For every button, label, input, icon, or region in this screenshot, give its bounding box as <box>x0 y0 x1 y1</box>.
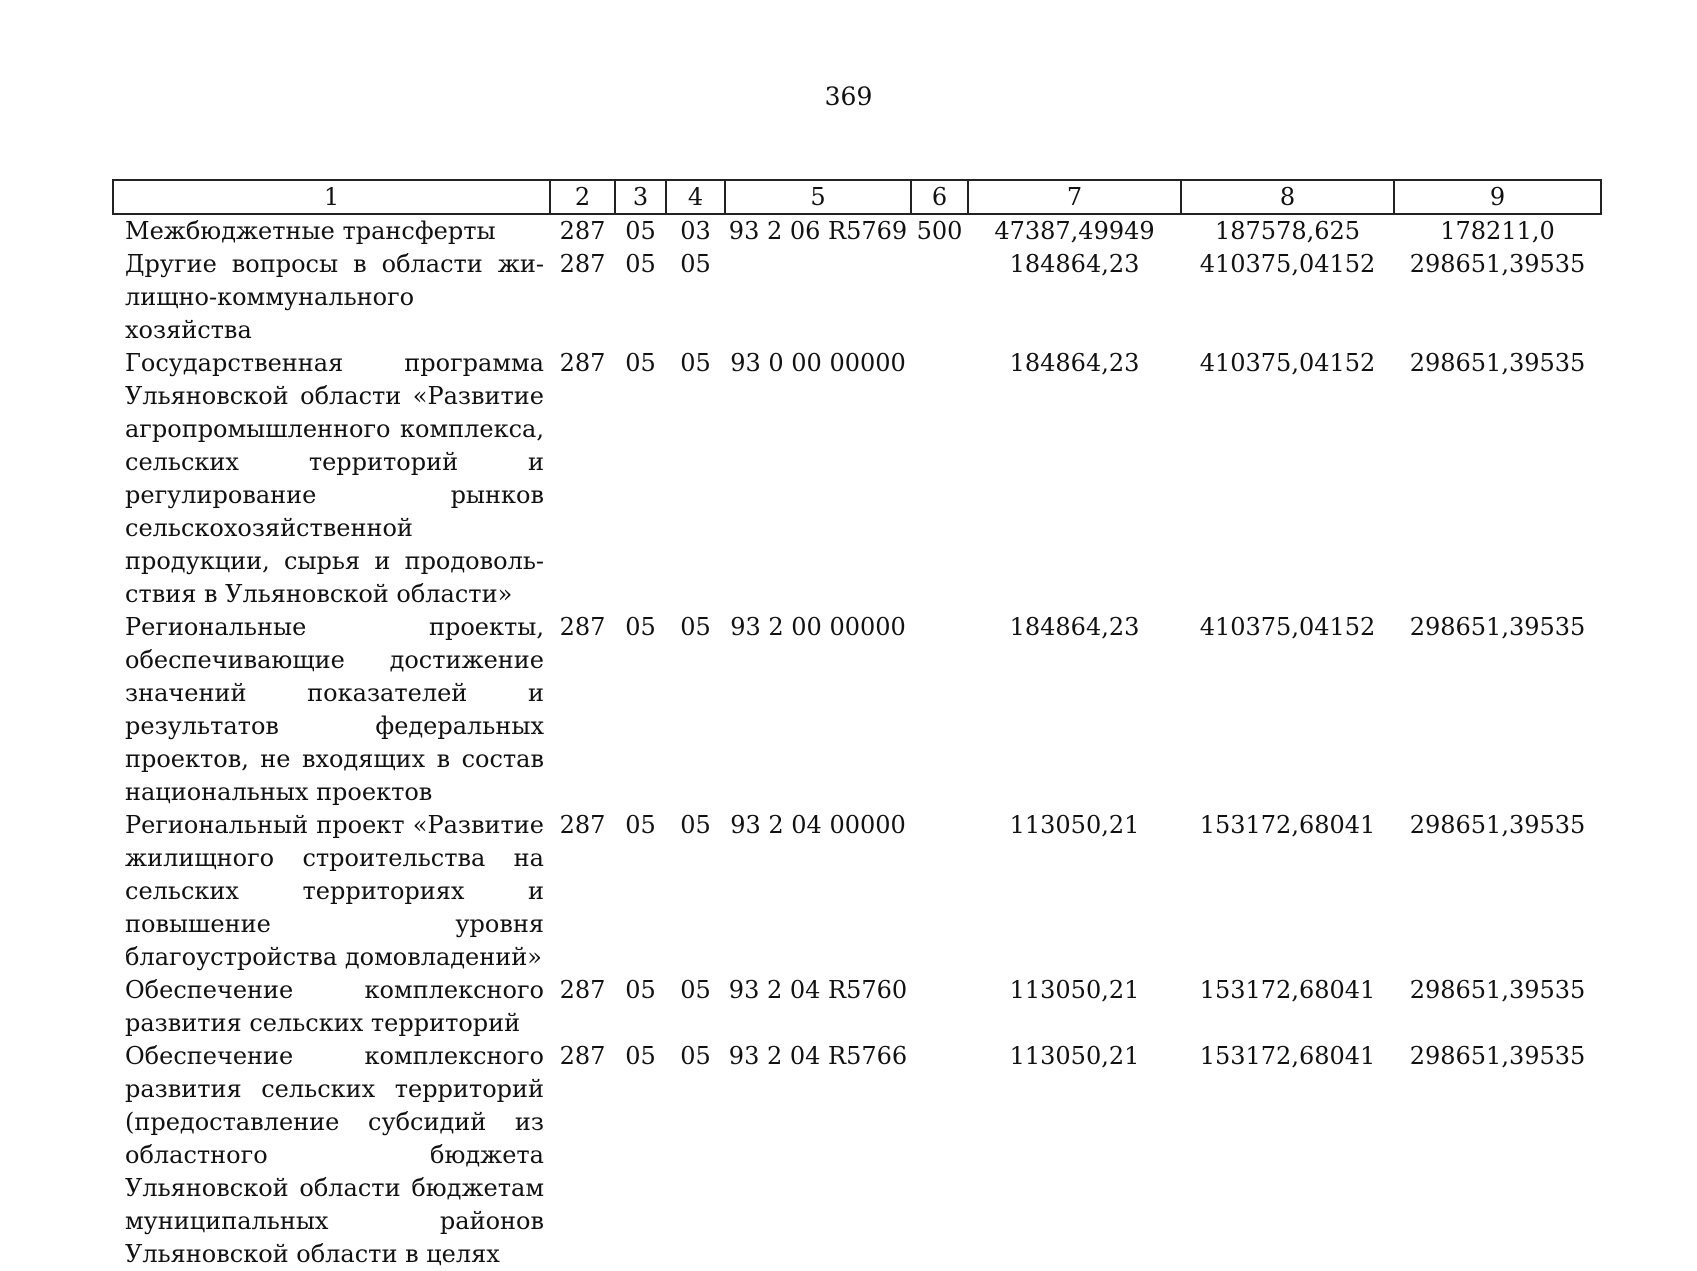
cell-amount-year3: 298651,39535 <box>1409 349 1586 377</box>
cell-expense-type <box>911 611 968 809</box>
cell-amount-year2: 410375,04152 <box>1199 613 1376 641</box>
header-cell-2: 2 <box>550 180 615 214</box>
table-header <box>113 180 1601 214</box>
table-body <box>113 214 1601 1271</box>
header-cell-6: 6 <box>911 180 968 214</box>
header-cell-8: 8 <box>1181 180 1394 214</box>
row-name: Обеспечение комплексного развития сельских территорий (предоставление субсидий из областного бюджета Ульяновской области бюджетам муниципальных районов Ульяновской области в целях <box>125 1042 544 1268</box>
row-name: Другие вопросы в области жилищно-коммунального хозяйства <box>125 250 544 344</box>
cell-target-article: 93 2 04 00000 <box>730 811 906 839</box>
cell-section: 05 <box>625 250 656 278</box>
table-row <box>113 248 1601 347</box>
cell-amount-year3: 298651,39535 <box>1409 811 1586 839</box>
cell-target-article: 93 2 04 R5760 <box>728 976 908 1004</box>
cell-amount-year1: 113050,21 <box>1009 811 1140 839</box>
table-row <box>113 974 1601 1040</box>
row-name: Региональный проект «Развитие жилищного строительства на сельских территориях и повышение уровня благоустройства домовладений» <box>125 811 544 971</box>
table-row <box>113 347 1601 611</box>
cell-amount-year3: 298651,39535 <box>1409 250 1586 278</box>
row-name: Региональные проекты, обеспечивающие достижение значений показателей и результатов федеральных проектов, не входящих в состав национальных проектов <box>125 613 544 806</box>
cell-ministry: 287 <box>559 250 606 278</box>
cell-ministry: 287 <box>559 349 606 377</box>
cell-target-article: 93 2 06 R5769 <box>728 217 908 245</box>
header-cell-5: 5 <box>725 180 911 214</box>
cell-amount-year1: 47387,49949 <box>994 217 1155 245</box>
cell-target-article: 93 2 00 00000 <box>730 613 906 641</box>
cell-expense-type: 500 <box>916 217 963 245</box>
cell-amount-year2: 153172,68041 <box>1199 1042 1376 1070</box>
cell-amount-year3: 298651,39535 <box>1409 1042 1586 1070</box>
cell-subsection: 05 <box>680 613 711 641</box>
cell-amount-year1: 113050,21 <box>1009 976 1140 1004</box>
cell-amount-year2: 410375,04152 <box>1199 250 1376 278</box>
cell-section: 05 <box>625 976 656 1004</box>
cell-target-article: 93 0 00 00000 <box>730 349 906 377</box>
cell-ministry: 287 <box>559 811 606 839</box>
cell-amount-year3: 178211,0 <box>1440 217 1555 245</box>
cell-ministry: 287 <box>559 1042 606 1070</box>
row-name: Межбюджетные трансферты <box>125 217 496 245</box>
cell-expense-type <box>911 809 968 974</box>
cell-subsection: 05 <box>680 349 711 377</box>
cell-subsection: 05 <box>680 250 711 278</box>
header-cell-1: 1 <box>113 180 550 214</box>
cell-section: 05 <box>625 811 656 839</box>
cell-section: 05 <box>625 217 656 245</box>
cell-amount-year3: 298651,39535 <box>1409 976 1586 1004</box>
cell-amount-year1: 184864,23 <box>1009 613 1140 641</box>
cell-section: 05 <box>625 613 656 641</box>
cell-amount-year1: 113050,21 <box>1009 1042 1140 1070</box>
cell-expense-type <box>911 347 968 611</box>
cell-amount-year1: 184864,23 <box>1009 250 1140 278</box>
page-number: 369 <box>824 82 873 111</box>
cell-subsection: 03 <box>680 217 711 245</box>
budget-table-container <box>112 179 1600 1271</box>
header-cell-7: 7 <box>968 180 1181 214</box>
cell-section: 05 <box>625 349 656 377</box>
cell-expense-type <box>911 974 968 1040</box>
cell-amount-year2: 153172,68041 <box>1199 811 1376 839</box>
cell-amount-year2: 187578,625 <box>1214 217 1361 245</box>
cell-expense-type <box>911 248 968 347</box>
cell-subsection: 05 <box>680 811 711 839</box>
cell-amount-year2: 410375,04152 <box>1199 349 1376 377</box>
cell-target-article <box>725 248 911 347</box>
table-row <box>113 214 1601 248</box>
table-row <box>113 611 1601 809</box>
header-cell-9: 9 <box>1394 180 1601 214</box>
cell-ministry: 287 <box>559 217 606 245</box>
cell-expense-type <box>911 1040 968 1271</box>
row-name: Государственная программа Ульяновской области «Развитие агропромышленного комплекса, сельских территорий и регулирование рынков сельскохозяйственной продукции, сырья и продовольствия в Ульяновской области» <box>125 349 544 608</box>
budget-table <box>112 179 1602 1271</box>
header-cell-4: 4 <box>666 180 725 214</box>
cell-ministry: 287 <box>559 976 606 1004</box>
header-row <box>113 180 1601 214</box>
header-cell-3: 3 <box>615 180 666 214</box>
row-name: Обеспечение комплексного развития сельских территорий <box>125 976 544 1037</box>
cell-amount-year1: 184864,23 <box>1009 349 1140 377</box>
cell-subsection: 05 <box>680 1042 711 1070</box>
cell-target-article: 93 2 04 R5766 <box>728 1042 908 1070</box>
table-row <box>113 809 1601 974</box>
cell-section: 05 <box>625 1042 656 1070</box>
cell-ministry: 287 <box>559 613 606 641</box>
cell-amount-year3: 298651,39535 <box>1409 613 1586 641</box>
cell-amount-year2: 153172,68041 <box>1199 976 1376 1004</box>
table-row <box>113 1040 1601 1271</box>
cell-subsection: 05 <box>680 976 711 1004</box>
